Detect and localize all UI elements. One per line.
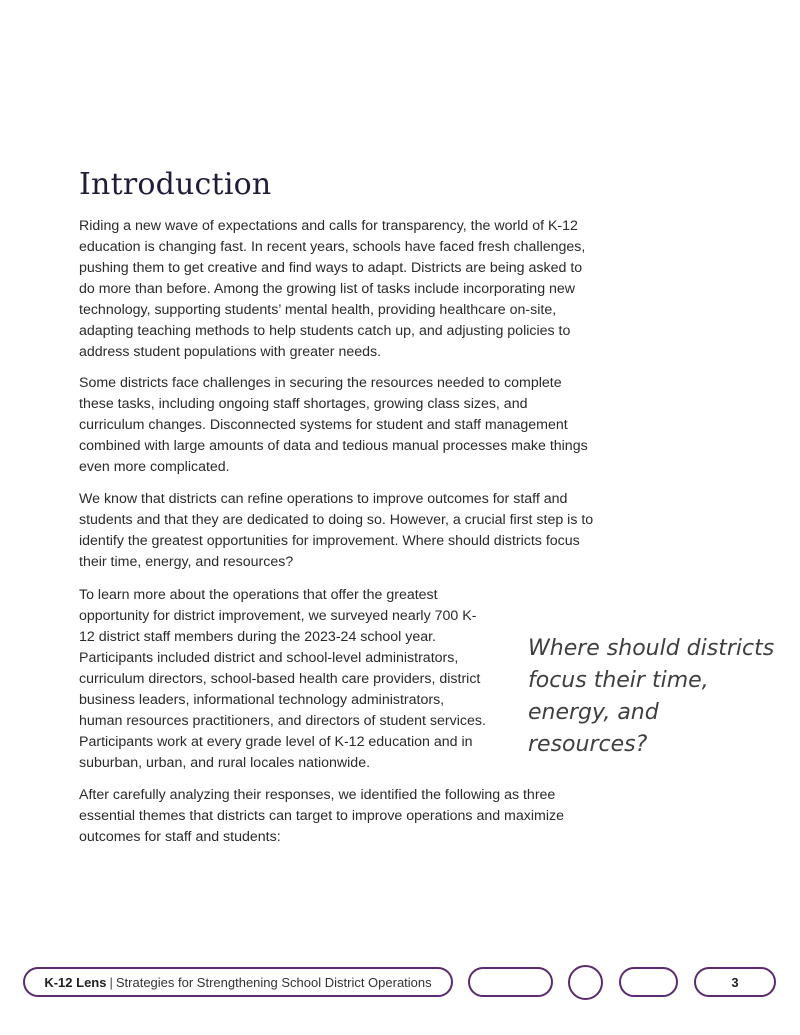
- footer-page-number: [694, 967, 776, 997]
- footer-decorative-pill-small: [619, 967, 678, 997]
- footer-separator: |: [109, 974, 113, 990]
- footer-decorative-pill: [468, 967, 553, 997]
- page-title: Introduction: [79, 167, 272, 202]
- page-number: 3: [731, 974, 739, 990]
- intro-paragraph-3: We know that districts can refine operations to improve outcomes for staff and students and that they are dedicated to doing so. However, a crucial first step is to identify the greatest opportunities for improvement. Where should districts focus their time, energy, and resources?: [79, 491, 594, 570]
- pull-quote: Where should districts focus their time, energy, and resources?: [528, 636, 775, 757]
- intro-paragraph-5: After carefully analyzing their responses, we identified the following as three essential themes that districts can target to improve operations and maximize outcomes for staff and students:: [79, 787, 564, 845]
- footer-decorative-circle: [568, 965, 603, 1000]
- intro-paragraph-4: To learn more about the operations that offer the greatest opportunity for district improvement, we surveyed nearly 700 K-12 district staff members during the 2023-24 school year. Participants included district and school-level administrators, curriculum directors, school-based health care providers, district business leaders, informational technology administrators, human resources practitioners, and directors of student services. Participants work at every grade level of K-12 education and in suburban, urban, and rural locales nationwide.: [79, 587, 486, 771]
- intro-paragraph-1: Riding a new wave of expectations and calls for transparency, the world of K-12 education is changing fast. In recent years, schools have faced fresh challenges, pushing them to get creative and find ways to adapt. Districts are being asked to do more than before. Among the growing list of tasks include incorporating new technology, supporting students’ mental health, providing healthcare on-site, adapting teaching methods to help students catch up, and adjusting policies to address student populations with greater needs.: [79, 218, 586, 360]
- footer-brand: K-12 Lens: [44, 974, 107, 990]
- footer-title-pill: [23, 967, 453, 997]
- footer-document-title: Strategies for Strengthening School District Operations: [115, 974, 432, 990]
- intro-paragraph-2: Some districts face challenges in securing the resources needed to complete these tasks, including ongoing staff shortages, growing class sizes, and curriculum changes. Disconnected systems for student and staff management combined with large amounts of data and tedious manual processes make things even more complicated.: [79, 375, 588, 475]
